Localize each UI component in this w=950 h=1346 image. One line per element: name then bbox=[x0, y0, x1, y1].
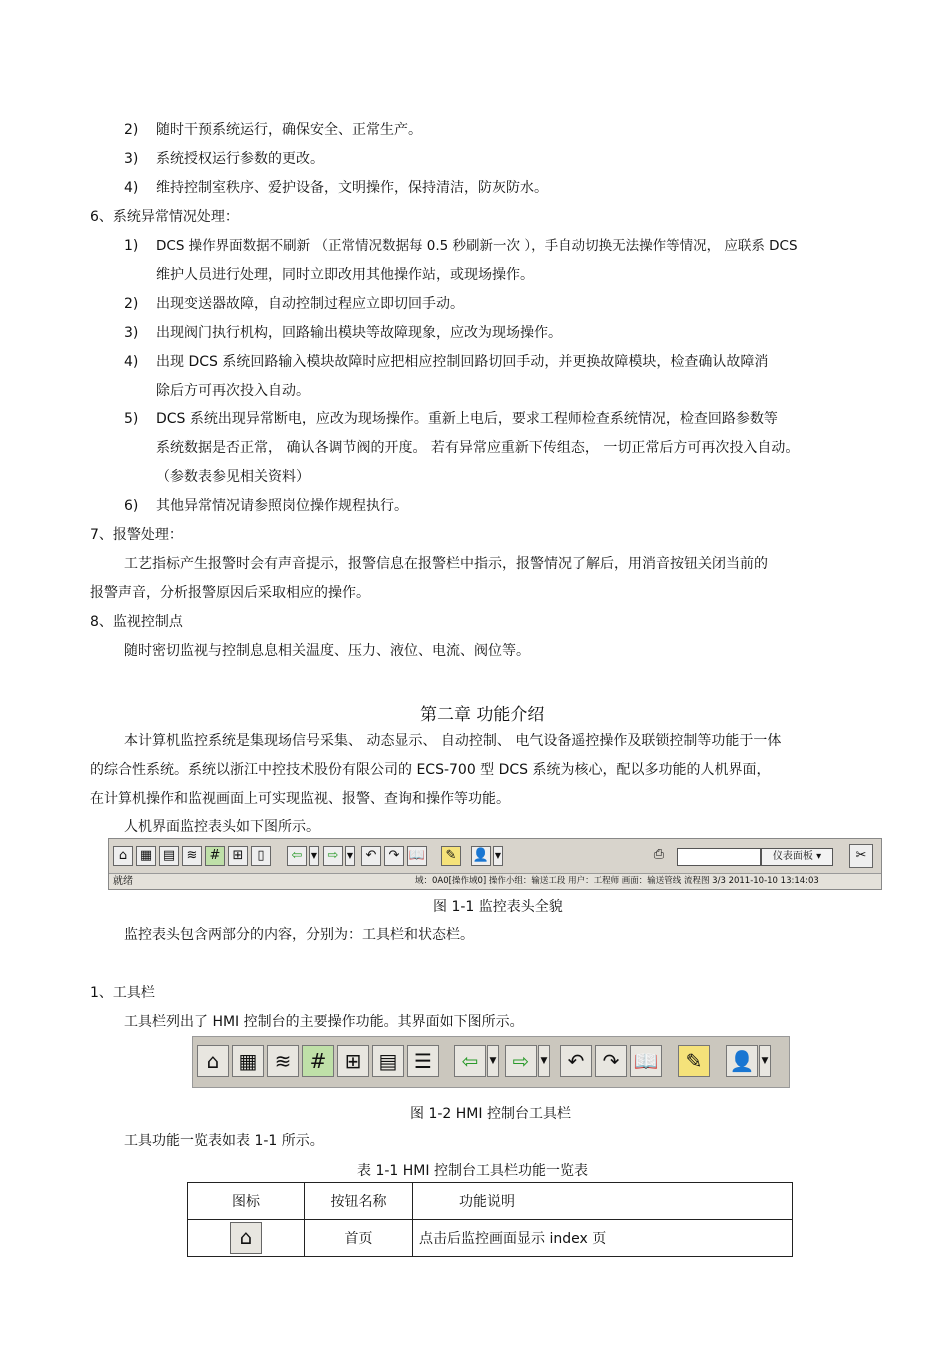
list-text-cont: 维护人员进行处理，同时立即改用其他操作站，或现场操作。 bbox=[156, 267, 534, 283]
section-heading: 6、系统异常情况处理： bbox=[90, 209, 239, 225]
table-icon[interactable]: ▤ bbox=[159, 846, 179, 866]
list-text-cont: （参数表参见相关资料） bbox=[156, 469, 310, 485]
previous-page-icon[interactable]: ↶ bbox=[361, 846, 381, 866]
monitor-header-figure bbox=[108, 838, 882, 890]
forward-arrow-icon[interactable]: ⇨ bbox=[505, 1045, 537, 1077]
paragraph-line: 工具功能一览表如表 1-1 所示。 bbox=[124, 1133, 324, 1149]
table-row bbox=[188, 1220, 793, 1257]
list-text: 其他异常情况请参照岗位操作规程执行。 bbox=[156, 498, 408, 514]
chevron-down-icon[interactable]: ▼ bbox=[345, 846, 355, 866]
list-text: DCS 系统出现异常断电，应改为现场操作。重新上电后，要求工程师检查系统情况，检查回路参数等 bbox=[156, 411, 778, 427]
header-toolbar bbox=[109, 839, 881, 874]
printer-icon[interactable]: ⎙ bbox=[653, 847, 665, 862]
list-text: 随时干预系统运行，确保安全、正常生产。 bbox=[156, 122, 422, 138]
table-cell-icon bbox=[188, 1220, 305, 1257]
list-number: 4) bbox=[124, 354, 139, 370]
table-cell: 点击后监控画面显示 index 页 bbox=[413, 1220, 793, 1257]
section-heading: 1、工具栏 bbox=[90, 985, 155, 1001]
home-icon: ⌂ bbox=[230, 1222, 262, 1254]
matrix-icon[interactable]: # bbox=[302, 1045, 334, 1077]
function-table bbox=[187, 1182, 793, 1257]
list-number: 2) bbox=[124, 122, 139, 138]
paragraph-line: 人机界面监控表头如下图所示。 bbox=[124, 819, 320, 835]
section-heading: 7、报警处理： bbox=[90, 527, 183, 543]
table-cell: 首页 bbox=[305, 1220, 413, 1257]
section-heading: 8、监视控制点 bbox=[90, 614, 183, 630]
next-page-icon[interactable]: ↷ bbox=[384, 846, 404, 866]
list-text: 系统授权运行参数的更改。 bbox=[156, 151, 324, 167]
figure-caption: 图 1-1 监控表头全貌 bbox=[433, 899, 563, 915]
table-icon[interactable]: ▤ bbox=[372, 1045, 404, 1077]
list-number: 5) bbox=[124, 411, 139, 427]
list-text: 维持控制室秩序、爱护设备，文明操作，保持清洁，防灰防水。 bbox=[156, 180, 548, 196]
chevron-down-icon[interactable]: ▼ bbox=[493, 846, 503, 866]
back-arrow-icon[interactable]: ⇦ bbox=[287, 846, 307, 866]
chevron-down-icon[interactable]: ▼ bbox=[759, 1045, 771, 1077]
table-header-cell: 功能说明 bbox=[413, 1183, 793, 1220]
trend-icon[interactable]: ≋ bbox=[182, 846, 202, 866]
grid-icon[interactable]: ▦ bbox=[136, 846, 156, 866]
list-number: 1) bbox=[124, 238, 139, 254]
paragraph-line: 本计算机监控系统是集现场信号采集、 动态显示、 自动控制、 电气设备遥控操作及联锁控制等功能于一体 bbox=[124, 733, 782, 749]
list-number: 6) bbox=[124, 498, 139, 514]
list-text: DCS 操作界面数据不刷新 （正常情况数据每 0.5 秒刷新一次 ），手自动切换无法操作等情况， 应联系 DCS bbox=[156, 238, 798, 254]
list-text-cont: 除后方可再次投入自动。 bbox=[156, 383, 310, 399]
chapter-title: 第二章 功能介绍 bbox=[420, 705, 545, 725]
previous-page-icon[interactable]: ↶ bbox=[560, 1045, 592, 1077]
matrix-icon[interactable]: # bbox=[205, 846, 225, 866]
paragraph-line: 监控表头包含两部分的内容，分别为：工具栏和状态栏。 bbox=[124, 927, 474, 943]
valve-icon[interactable]: ⊞ bbox=[228, 846, 248, 866]
list-number: 2) bbox=[124, 296, 139, 312]
chevron-down-icon[interactable]: ▼ bbox=[309, 846, 319, 866]
grid-icon[interactable]: ▦ bbox=[232, 1045, 264, 1077]
tools-icon[interactable]: ✂ bbox=[849, 844, 873, 868]
back-arrow-icon[interactable]: ⇦ bbox=[454, 1045, 486, 1077]
chevron-down-icon[interactable]: ▼ bbox=[538, 1045, 550, 1077]
forward-arrow-icon[interactable]: ⇨ bbox=[323, 846, 343, 866]
table-header-cell: 按钮名称 bbox=[305, 1183, 413, 1220]
table-header-cell: 图标 bbox=[188, 1183, 305, 1220]
hmi-toolbar-figure bbox=[192, 1036, 790, 1088]
list-text-cont: 系统数据是否正常， 确认各调节阀的开度。 若有异常应重新下传组态， 一切正常后方可再次投入自动。 bbox=[156, 440, 800, 456]
book-icon[interactable]: 📖 bbox=[630, 1045, 662, 1077]
list-icon[interactable]: ☰ bbox=[407, 1045, 439, 1077]
paragraph-line: 在计算机操作和监视画面上可实现监视、报警、查询和操作等功能。 bbox=[90, 791, 510, 807]
user-icon[interactable]: 👤 bbox=[471, 846, 491, 866]
home-icon[interactable]: ⌂ bbox=[197, 1045, 229, 1077]
status-info: 域：0A0[操作域0] 操作小组：输送工段 用户：工程师 画面：输送管线 流程图 3/3 2011-10-10 13:14:03 bbox=[415, 876, 819, 886]
table-header-row bbox=[188, 1183, 793, 1220]
valve-icon[interactable]: ⊞ bbox=[337, 1045, 369, 1077]
paragraph-line: 的综合性系统。系统以浙江中控技术股份有限公司的 ECS-700 型 DCS 系统为核心，配以多功能的人机界面， bbox=[90, 762, 771, 778]
list-text: 出现阀门执行机构，回路输出模块等故障现象，应改为现场操作。 bbox=[156, 325, 562, 341]
next-page-icon[interactable]: ↷ bbox=[595, 1045, 627, 1077]
status-ready: 就绪 bbox=[113, 876, 133, 887]
speech-icon[interactable]: ✎ bbox=[678, 1045, 710, 1077]
panel-select-value: 仪表面板 bbox=[772, 851, 813, 862]
list-text: 出现变送器故障，自动控制过程应立即切回手动。 bbox=[156, 296, 464, 312]
trend-icon[interactable]: ≋ bbox=[267, 1045, 299, 1077]
list-text: 出现 DCS 系统回路输入模块故障时应把相应控制回路切回手动，并更换故障模块，检查确认故障消 bbox=[156, 354, 769, 370]
book-icon[interactable]: 📖 bbox=[407, 846, 427, 866]
figure-caption: 图 1-2 HMI 控制台工具栏 bbox=[410, 1106, 571, 1122]
speech-icon[interactable]: ✎ bbox=[441, 846, 461, 866]
list-number: 4) bbox=[124, 180, 139, 196]
search-input[interactable] bbox=[677, 848, 761, 866]
paragraph-line: 随时密切监视与控制息息相关温度、压力、液位、电流、阀位等。 bbox=[124, 643, 530, 659]
chevron-down-icon[interactable]: ▼ bbox=[487, 1045, 499, 1077]
user-icon[interactable]: 👤 bbox=[726, 1045, 758, 1077]
paragraph-line: 工具栏列出了 HMI 控制台的主要操作功能。其界面如下图所示。 bbox=[124, 1014, 524, 1030]
paragraph-line: 报警声音，分析报警原因后采取相应的操作。 bbox=[90, 585, 370, 601]
panel-select[interactable]: 仪表面板 ▾ bbox=[761, 848, 833, 866]
list-number: 3) bbox=[124, 325, 139, 341]
home-icon[interactable]: ⌂ bbox=[113, 846, 133, 866]
paragraph-line: 工艺指标产生报警时会有声音提示，报警信息在报警栏中指示，报警情况了解后，用消音按钮关闭当前的 bbox=[124, 556, 768, 572]
table-caption: 表 1-1 HMI 控制台工具栏功能一览表 bbox=[357, 1163, 588, 1179]
status-bar bbox=[109, 874, 881, 889]
document-icon[interactable]: ▯ bbox=[251, 846, 271, 866]
list-number: 3) bbox=[124, 151, 139, 167]
